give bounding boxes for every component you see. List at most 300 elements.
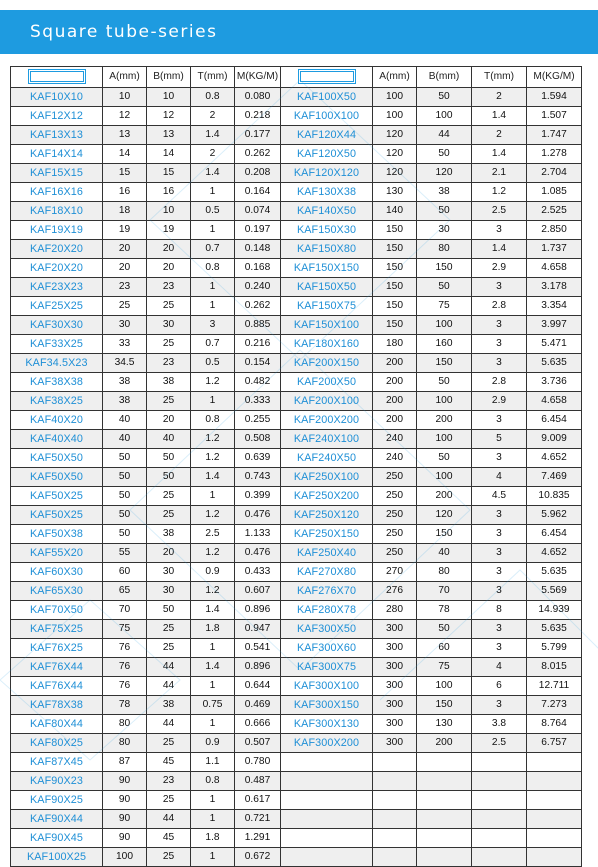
- table-row: [11, 639, 582, 658]
- right-t-mm-cell: 2.1: [472, 164, 527, 183]
- left-m-kg-per-m-cell: 0.399: [235, 487, 281, 506]
- right-t-mm-cell: 2.5: [472, 734, 527, 753]
- left-a-mm-cell: 16: [103, 183, 147, 202]
- table-row: [11, 753, 582, 772]
- right-model-cell: KAF100X100: [281, 107, 373, 126]
- right-a-mm-cell: 300: [373, 677, 417, 696]
- left-t-mm-cell: 1.2: [191, 430, 235, 449]
- left-b-mm-cell: 38: [147, 696, 191, 715]
- square-tube-profile-icon: [30, 71, 84, 82]
- right-model-cell: KAF200X200: [281, 411, 373, 430]
- right-t-mm-cell: [472, 810, 527, 829]
- right-a-mm-cell: 300: [373, 696, 417, 715]
- left-a-mm-cell: 90: [103, 810, 147, 829]
- table-row: [11, 791, 582, 810]
- table-row: [11, 354, 582, 373]
- left-t-mm-cell: 2.5: [191, 525, 235, 544]
- left-b-mm-cell: 25: [147, 791, 191, 810]
- left-b-mm-cell: 40: [147, 430, 191, 449]
- right-m-kg-per-m-cell: 1.594: [527, 88, 582, 107]
- left-t-mm-cell: 0.5: [191, 354, 235, 373]
- left-a-mm-cell: 75: [103, 620, 147, 639]
- left-a-mm-cell: 40: [103, 430, 147, 449]
- right-a-mm-cell: 280: [373, 601, 417, 620]
- left-b-mm-cell: 30: [147, 316, 191, 335]
- right-a-mm-cell: 200: [373, 373, 417, 392]
- left-model-cell: KAF90X25: [11, 791, 103, 810]
- left-model-cell: KAF100X25: [11, 848, 103, 867]
- table-row: [11, 506, 582, 525]
- right-t-mm-cell: 3: [472, 696, 527, 715]
- left-m-kg-per-m-cell: 0.482: [235, 373, 281, 392]
- right-model-cell: [281, 772, 373, 791]
- right-b-mm-cell: [417, 753, 472, 772]
- left-t-mm-cell: 2: [191, 145, 235, 164]
- header-a-right: A(mm): [373, 67, 417, 88]
- table-row: [11, 316, 582, 335]
- left-model-cell: KAF20X20: [11, 259, 103, 278]
- left-a-mm-cell: 30: [103, 316, 147, 335]
- left-m-kg-per-m-cell: 0.469: [235, 696, 281, 715]
- right-t-mm-cell: 3: [472, 221, 527, 240]
- left-b-mm-cell: 44: [147, 810, 191, 829]
- left-t-mm-cell: 0.9: [191, 563, 235, 582]
- left-t-mm-cell: 1: [191, 278, 235, 297]
- left-b-mm-cell: 44: [147, 658, 191, 677]
- right-t-mm-cell: [472, 848, 527, 867]
- right-a-mm-cell: 250: [373, 487, 417, 506]
- right-m-kg-per-m-cell: 10.835: [527, 487, 582, 506]
- left-t-mm-cell: 1.4: [191, 126, 235, 145]
- left-m-kg-per-m-cell: 0.743: [235, 468, 281, 487]
- right-a-mm-cell: [373, 772, 417, 791]
- right-model-cell: KAF250X200: [281, 487, 373, 506]
- left-t-mm-cell: 1: [191, 487, 235, 506]
- right-b-mm-cell: [417, 810, 472, 829]
- left-t-mm-cell: 1: [191, 848, 235, 867]
- left-m-kg-per-m-cell: 0.487: [235, 772, 281, 791]
- right-b-mm-cell: 75: [417, 297, 472, 316]
- left-b-mm-cell: 23: [147, 772, 191, 791]
- left-a-mm-cell: 25: [103, 297, 147, 316]
- right-t-mm-cell: 3: [472, 335, 527, 354]
- left-a-mm-cell: 80: [103, 734, 147, 753]
- left-model-cell: KAF40X40: [11, 430, 103, 449]
- left-a-mm-cell: 76: [103, 658, 147, 677]
- table-row: [11, 164, 582, 183]
- table-row: [11, 392, 582, 411]
- left-a-mm-cell: 80: [103, 715, 147, 734]
- left-b-mm-cell: 10: [147, 202, 191, 221]
- header-b-left: B(mm): [147, 67, 191, 88]
- right-b-mm-cell: [417, 791, 472, 810]
- right-m-kg-per-m-cell: 1.737: [527, 240, 582, 259]
- left-b-mm-cell: 25: [147, 620, 191, 639]
- right-m-kg-per-m-cell: 2.850: [527, 221, 582, 240]
- right-t-mm-cell: 4: [472, 658, 527, 677]
- left-model-cell: KAF19X19: [11, 221, 103, 240]
- left-model-cell: KAF38X38: [11, 373, 103, 392]
- left-m-kg-per-m-cell: 0.947: [235, 620, 281, 639]
- right-m-kg-per-m-cell: [527, 791, 582, 810]
- left-a-mm-cell: 15: [103, 164, 147, 183]
- left-a-mm-cell: 18: [103, 202, 147, 221]
- left-a-mm-cell: 50: [103, 449, 147, 468]
- left-m-kg-per-m-cell: 0.476: [235, 544, 281, 563]
- right-m-kg-per-m-cell: 6.454: [527, 411, 582, 430]
- table-row: [11, 696, 582, 715]
- left-a-mm-cell: 33: [103, 335, 147, 354]
- left-m-kg-per-m-cell: 0.896: [235, 601, 281, 620]
- header-m-right: M(KG/M): [527, 67, 582, 88]
- left-b-mm-cell: 20: [147, 259, 191, 278]
- right-a-mm-cell: 200: [373, 411, 417, 430]
- right-a-mm-cell: 276: [373, 582, 417, 601]
- table-row: [11, 810, 582, 829]
- table-row: [11, 772, 582, 791]
- right-a-mm-cell: 250: [373, 468, 417, 487]
- left-b-mm-cell: 13: [147, 126, 191, 145]
- left-t-mm-cell: 1: [191, 183, 235, 202]
- left-model-cell: KAF25X25: [11, 297, 103, 316]
- table-row: [11, 430, 582, 449]
- left-model-cell: KAF70X50: [11, 601, 103, 620]
- right-model-cell: KAF250X150: [281, 525, 373, 544]
- right-m-kg-per-m-cell: 7.273: [527, 696, 582, 715]
- right-a-mm-cell: 300: [373, 734, 417, 753]
- left-t-mm-cell: 1: [191, 297, 235, 316]
- right-model-cell: KAF240X100: [281, 430, 373, 449]
- left-model-cell: KAF76X25: [11, 639, 103, 658]
- right-a-mm-cell: 100: [373, 107, 417, 126]
- spec-table-container: [10, 66, 582, 867]
- right-a-mm-cell: 150: [373, 316, 417, 335]
- right-model-cell: KAF120X44: [281, 126, 373, 145]
- left-m-kg-per-m-cell: 0.644: [235, 677, 281, 696]
- table-row: [11, 525, 582, 544]
- right-a-mm-cell: 100: [373, 88, 417, 107]
- right-t-mm-cell: 3: [472, 544, 527, 563]
- left-a-mm-cell: 78: [103, 696, 147, 715]
- left-t-mm-cell: 0.75: [191, 696, 235, 715]
- right-b-mm-cell: 100: [417, 316, 472, 335]
- right-m-kg-per-m-cell: 3.997: [527, 316, 582, 335]
- left-b-mm-cell: 30: [147, 563, 191, 582]
- right-m-kg-per-m-cell: [527, 848, 582, 867]
- left-b-mm-cell: 50: [147, 449, 191, 468]
- right-a-mm-cell: [373, 829, 417, 848]
- right-m-kg-per-m-cell: 5.962: [527, 506, 582, 525]
- right-t-mm-cell: [472, 829, 527, 848]
- right-b-mm-cell: 100: [417, 468, 472, 487]
- right-b-mm-cell: 70: [417, 582, 472, 601]
- left-t-mm-cell: 1: [191, 392, 235, 411]
- left-model-cell: KAF50X25: [11, 506, 103, 525]
- left-m-kg-per-m-cell: 0.216: [235, 335, 281, 354]
- header-a-left: A(mm): [103, 67, 147, 88]
- left-t-mm-cell: 3: [191, 316, 235, 335]
- right-model-cell: KAF130X38: [281, 183, 373, 202]
- table-row: [11, 259, 582, 278]
- right-b-mm-cell: 80: [417, 563, 472, 582]
- right-b-mm-cell: 200: [417, 487, 472, 506]
- right-a-mm-cell: 300: [373, 639, 417, 658]
- left-model-cell: KAF87X45: [11, 753, 103, 772]
- right-m-kg-per-m-cell: 5.635: [527, 563, 582, 582]
- right-a-mm-cell: 250: [373, 506, 417, 525]
- right-m-kg-per-m-cell: [527, 753, 582, 772]
- left-t-mm-cell: 1: [191, 677, 235, 696]
- right-a-mm-cell: [373, 810, 417, 829]
- right-a-mm-cell: 270: [373, 563, 417, 582]
- left-model-cell: KAF16X16: [11, 183, 103, 202]
- right-m-kg-per-m-cell: 12.711: [527, 677, 582, 696]
- profile-header-cell: [281, 67, 373, 88]
- left-b-mm-cell: 25: [147, 392, 191, 411]
- profile-header-cell: [11, 67, 103, 88]
- right-t-mm-cell: 3: [472, 582, 527, 601]
- right-t-mm-cell: 4.5: [472, 487, 527, 506]
- right-m-kg-per-m-cell: 5.635: [527, 354, 582, 373]
- left-t-mm-cell: 1.2: [191, 544, 235, 563]
- left-model-cell: KAF75X25: [11, 620, 103, 639]
- right-model-cell: KAF140X50: [281, 202, 373, 221]
- left-t-mm-cell: 1.2: [191, 373, 235, 392]
- right-m-kg-per-m-cell: 4.652: [527, 544, 582, 563]
- left-t-mm-cell: 1: [191, 221, 235, 240]
- left-m-kg-per-m-cell: 0.177: [235, 126, 281, 145]
- left-t-mm-cell: 0.7: [191, 335, 235, 354]
- page-title: Square tube-series: [30, 22, 218, 42]
- right-a-mm-cell: 140: [373, 202, 417, 221]
- right-t-mm-cell: 3: [472, 563, 527, 582]
- left-m-kg-per-m-cell: 0.218: [235, 107, 281, 126]
- right-b-mm-cell: 80: [417, 240, 472, 259]
- header-t-right: T(mm): [472, 67, 527, 88]
- left-m-kg-per-m-cell: 0.197: [235, 221, 281, 240]
- right-model-cell: KAF250X40: [281, 544, 373, 563]
- table-row: [11, 563, 582, 582]
- right-model-cell: KAF300X100: [281, 677, 373, 696]
- right-model-cell: KAF200X150: [281, 354, 373, 373]
- left-m-kg-per-m-cell: 0.262: [235, 297, 281, 316]
- left-t-mm-cell: 1.4: [191, 468, 235, 487]
- left-b-mm-cell: 23: [147, 354, 191, 373]
- right-b-mm-cell: 160: [417, 335, 472, 354]
- left-b-mm-cell: 25: [147, 734, 191, 753]
- table-row: [11, 202, 582, 221]
- left-model-cell: KAF90X44: [11, 810, 103, 829]
- right-t-mm-cell: 3: [472, 316, 527, 335]
- left-m-kg-per-m-cell: 0.433: [235, 563, 281, 582]
- right-t-mm-cell: [472, 753, 527, 772]
- left-m-kg-per-m-cell: 0.240: [235, 278, 281, 297]
- right-m-kg-per-m-cell: 9.009: [527, 430, 582, 449]
- left-m-kg-per-m-cell: 0.074: [235, 202, 281, 221]
- right-a-mm-cell: 150: [373, 240, 417, 259]
- left-t-mm-cell: 1: [191, 791, 235, 810]
- left-model-cell: KAF60X30: [11, 563, 103, 582]
- right-b-mm-cell: 100: [417, 677, 472, 696]
- left-model-cell: KAF90X45: [11, 829, 103, 848]
- right-m-kg-per-m-cell: 3.736: [527, 373, 582, 392]
- left-b-mm-cell: 16: [147, 183, 191, 202]
- left-a-mm-cell: 20: [103, 259, 147, 278]
- left-model-cell: KAF12X12: [11, 107, 103, 126]
- right-m-kg-per-m-cell: 6.757: [527, 734, 582, 753]
- left-a-mm-cell: 50: [103, 506, 147, 525]
- right-a-mm-cell: 250: [373, 525, 417, 544]
- table-row: [11, 601, 582, 620]
- left-t-mm-cell: 1.2: [191, 582, 235, 601]
- table-row: [11, 221, 582, 240]
- table-row: [11, 240, 582, 259]
- table-row: [11, 411, 582, 430]
- right-model-cell: KAF200X50: [281, 373, 373, 392]
- right-a-mm-cell: 300: [373, 715, 417, 734]
- right-b-mm-cell: 100: [417, 107, 472, 126]
- header-m-left: M(KG/M): [235, 67, 281, 88]
- table-row: [11, 145, 582, 164]
- right-m-kg-per-m-cell: [527, 810, 582, 829]
- right-t-mm-cell: 2.9: [472, 392, 527, 411]
- table-row: [11, 468, 582, 487]
- right-m-kg-per-m-cell: 5.635: [527, 620, 582, 639]
- left-m-kg-per-m-cell: 0.780: [235, 753, 281, 772]
- right-t-mm-cell: 4: [472, 468, 527, 487]
- right-b-mm-cell: 150: [417, 354, 472, 373]
- right-m-kg-per-m-cell: 14.939: [527, 601, 582, 620]
- right-model-cell: [281, 753, 373, 772]
- right-t-mm-cell: 2: [472, 88, 527, 107]
- left-b-mm-cell: 44: [147, 715, 191, 734]
- right-model-cell: KAF300X50: [281, 620, 373, 639]
- left-a-mm-cell: 76: [103, 677, 147, 696]
- right-t-mm-cell: 3: [472, 525, 527, 544]
- left-model-cell: KAF50X38: [11, 525, 103, 544]
- right-a-mm-cell: 180: [373, 335, 417, 354]
- left-model-cell: KAF20X20: [11, 240, 103, 259]
- right-a-mm-cell: 150: [373, 221, 417, 240]
- right-a-mm-cell: [373, 753, 417, 772]
- left-b-mm-cell: 19: [147, 221, 191, 240]
- left-model-cell: KAF33X25: [11, 335, 103, 354]
- right-t-mm-cell: 2.8: [472, 373, 527, 392]
- right-t-mm-cell: 2.9: [472, 259, 527, 278]
- left-b-mm-cell: 20: [147, 240, 191, 259]
- right-m-kg-per-m-cell: 6.454: [527, 525, 582, 544]
- left-b-mm-cell: 45: [147, 829, 191, 848]
- left-t-mm-cell: 1: [191, 639, 235, 658]
- right-model-cell: KAF180X160: [281, 335, 373, 354]
- left-a-mm-cell: 65: [103, 582, 147, 601]
- right-a-mm-cell: 150: [373, 259, 417, 278]
- left-t-mm-cell: 0.8: [191, 259, 235, 278]
- left-a-mm-cell: 12: [103, 107, 147, 126]
- left-t-mm-cell: 0.8: [191, 772, 235, 791]
- right-model-cell: KAF120X120: [281, 164, 373, 183]
- table-row: [11, 848, 582, 867]
- right-model-cell: KAF300X60: [281, 639, 373, 658]
- left-a-mm-cell: 90: [103, 791, 147, 810]
- right-t-mm-cell: 1.4: [472, 145, 527, 164]
- left-m-kg-per-m-cell: 0.333: [235, 392, 281, 411]
- left-model-cell: KAF13X13: [11, 126, 103, 145]
- left-m-kg-per-m-cell: 0.541: [235, 639, 281, 658]
- left-model-cell: KAF50X25: [11, 487, 103, 506]
- left-t-mm-cell: 1.2: [191, 449, 235, 468]
- left-b-mm-cell: 25: [147, 848, 191, 867]
- left-t-mm-cell: 1.8: [191, 829, 235, 848]
- right-b-mm-cell: 150: [417, 525, 472, 544]
- left-m-kg-per-m-cell: 0.164: [235, 183, 281, 202]
- right-t-mm-cell: 3.8: [472, 715, 527, 734]
- right-m-kg-per-m-cell: 4.658: [527, 392, 582, 411]
- left-a-mm-cell: 13: [103, 126, 147, 145]
- right-m-kg-per-m-cell: 3.354: [527, 297, 582, 316]
- left-model-cell: KAF55X20: [11, 544, 103, 563]
- table-row: [11, 658, 582, 677]
- left-m-kg-per-m-cell: 0.617: [235, 791, 281, 810]
- table-row: [11, 126, 582, 145]
- right-m-kg-per-m-cell: 4.652: [527, 449, 582, 468]
- left-a-mm-cell: 38: [103, 373, 147, 392]
- right-b-mm-cell: 100: [417, 392, 472, 411]
- right-b-mm-cell: 150: [417, 696, 472, 715]
- table-row: [11, 297, 582, 316]
- left-b-mm-cell: 38: [147, 373, 191, 392]
- left-m-kg-per-m-cell: 0.255: [235, 411, 281, 430]
- table-header-row: [11, 67, 582, 88]
- right-a-mm-cell: 200: [373, 354, 417, 373]
- table-row: [11, 487, 582, 506]
- right-t-mm-cell: 3: [472, 506, 527, 525]
- left-m-kg-per-m-cell: 0.896: [235, 658, 281, 677]
- right-m-kg-per-m-cell: 5.471: [527, 335, 582, 354]
- left-b-mm-cell: 20: [147, 411, 191, 430]
- right-t-mm-cell: 3: [472, 411, 527, 430]
- right-t-mm-cell: 6: [472, 677, 527, 696]
- left-m-kg-per-m-cell: 0.148: [235, 240, 281, 259]
- left-a-mm-cell: 19: [103, 221, 147, 240]
- right-model-cell: [281, 810, 373, 829]
- left-model-cell: KAF76X44: [11, 658, 103, 677]
- left-b-mm-cell: 14: [147, 145, 191, 164]
- right-t-mm-cell: 3: [472, 354, 527, 373]
- right-m-kg-per-m-cell: 1.085: [527, 183, 582, 202]
- right-b-mm-cell: 30: [417, 221, 472, 240]
- right-a-mm-cell: 130: [373, 183, 417, 202]
- left-m-kg-per-m-cell: 0.885: [235, 316, 281, 335]
- left-b-mm-cell: 25: [147, 335, 191, 354]
- right-model-cell: KAF300X150: [281, 696, 373, 715]
- left-a-mm-cell: 10: [103, 88, 147, 107]
- right-b-mm-cell: 75: [417, 658, 472, 677]
- right-model-cell: [281, 829, 373, 848]
- left-model-cell: KAF40X20: [11, 411, 103, 430]
- left-m-kg-per-m-cell: 0.639: [235, 449, 281, 468]
- left-t-mm-cell: 2: [191, 107, 235, 126]
- right-t-mm-cell: 1.4: [472, 240, 527, 259]
- left-b-mm-cell: 25: [147, 487, 191, 506]
- right-m-kg-per-m-cell: 1.747: [527, 126, 582, 145]
- right-b-mm-cell: 200: [417, 411, 472, 430]
- right-a-mm-cell: 240: [373, 430, 417, 449]
- right-a-mm-cell: 150: [373, 297, 417, 316]
- header-t-left: T(mm): [191, 67, 235, 88]
- left-t-mm-cell: 0.9: [191, 734, 235, 753]
- left-b-mm-cell: 38: [147, 525, 191, 544]
